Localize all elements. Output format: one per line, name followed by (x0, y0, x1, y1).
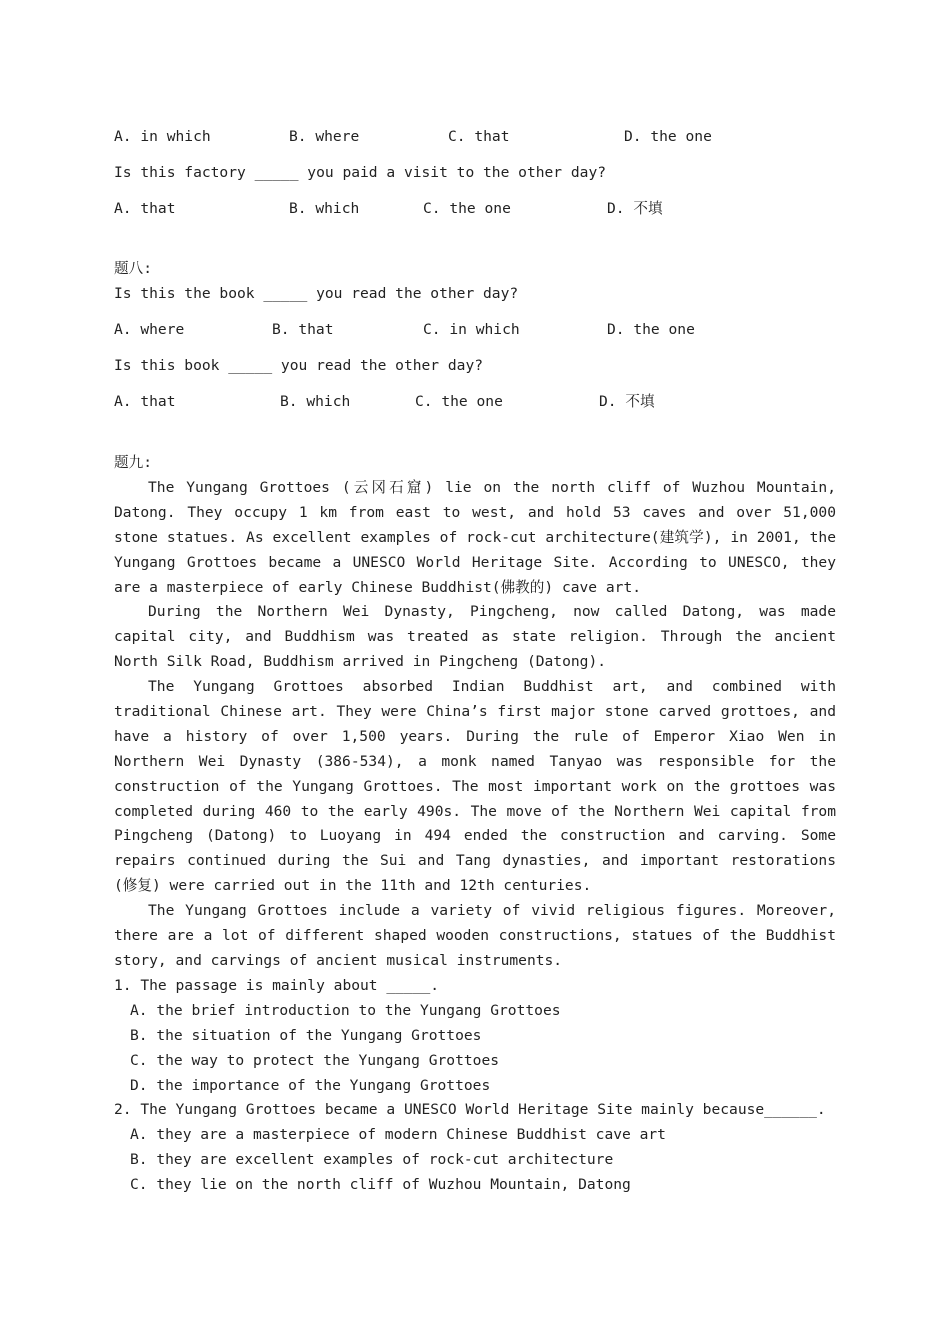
q2-option-b: B. they are excellent examples of rock-cut architecture (130, 1151, 614, 1168)
q2-option-c: C. they lie on the north cliff of Wuzhou Mountain, Datong (130, 1176, 631, 1193)
section-heading-9: 题九: (114, 454, 152, 471)
section-heading-8: 题八: (114, 260, 152, 277)
option-c: C. that (448, 128, 510, 145)
option-b: B. which (280, 393, 351, 410)
question-text: Is this book _____ you read the other day? (114, 357, 484, 374)
option-a: A. where (114, 321, 185, 338)
q1-option-a: A. the brief introduction to the Yungang Grottoes (130, 1002, 561, 1019)
option-a: A. that (114, 393, 176, 410)
option-b: B. that (272, 321, 334, 338)
q2-option-a: A. they are a masterpiece of modern Chinese Buddhist cave art (130, 1126, 666, 1143)
option-c: C. in which (423, 321, 520, 338)
option-d: D. the one (624, 128, 712, 145)
question-text: Is this the book _____ you read the other day? (114, 285, 519, 302)
option-a: A. that (114, 200, 176, 217)
option-d: D. 不填 (599, 393, 655, 410)
q1-option-c: C. the way to protect the Yungang Grottoes (130, 1052, 500, 1069)
question-text: Is this factory _____ you paid a visit to the other day? (114, 164, 607, 181)
q1-option-d: D. the importance of the Yungang Grottoes (130, 1077, 491, 1094)
option-d: D. 不填 (607, 200, 663, 217)
question-2: 2. The Yungang Grottoes became a UNESCO World Heritage Site mainly because______. (114, 1101, 826, 1118)
option-c: C. the one (415, 393, 503, 410)
question-1: 1. The passage is mainly about _____. (114, 977, 440, 994)
option-d: D. the one (607, 321, 695, 338)
option-b: B. where (289, 128, 360, 145)
reading-paragraph-2: During the Northern Wei Dynasty, Pingcheng, now called Datong, was made capital city, and Buddhism was treated as state religion. Through the ancient North Silk Road, Buddhism arrived in Pingcheng (Datong). (114, 603, 836, 670)
option-a: A. in which (114, 128, 211, 145)
q1-option-b: B. the situation of the Yungang Grottoes (130, 1027, 482, 1044)
option-c: C. the one (423, 200, 511, 217)
reading-paragraph-4: The Yungang Grottoes include a variety of vivid religious figures. Moreover, there are a lot of different shaped wooden constructions, statues of the Buddhist story, and carvings of ancient musical instruments. (114, 902, 836, 969)
reading-paragraph-3: The Yungang Grottoes absorbed Indian Buddhist art, and combined with traditional Chinese art. They were China’s first major stone carved grottoes, and have a history of over 1,500 years. During the rule of Emperor Xiao Wen in Northern Wei Dynasty (386-534), a monk named Tanyao was responsible for the construction of the Yungang Grottoes. The most important work on the grottoes was completed during 460 to the early 490s. The move of the Northern Wei capital from Pingcheng (Datong) to Luoyang in 494 ended the construction and carving. Some repairs continued during the Sui and Tang dynasties, and important restorations (修复) were carried out in the 11th and 12th centuries. (114, 678, 836, 895)
reading-paragraph-1: The Yungang Grottoes (云冈石窟) lie on the north cliff of Wuzhou Mountain, Datong. They occupy 1 km from east to west, and hold 53 caves and over 51,000 stone statues. As excellent examples of rock-cut architecture(建筑学), in 2001, the Yungang Grottoes became a UNESCO World Heritage Site. According to UNESCO, they are a masterpiece of early Chinese Buddhist(佛教的) cave art. (114, 479, 836, 596)
option-b: B. which (289, 200, 360, 217)
